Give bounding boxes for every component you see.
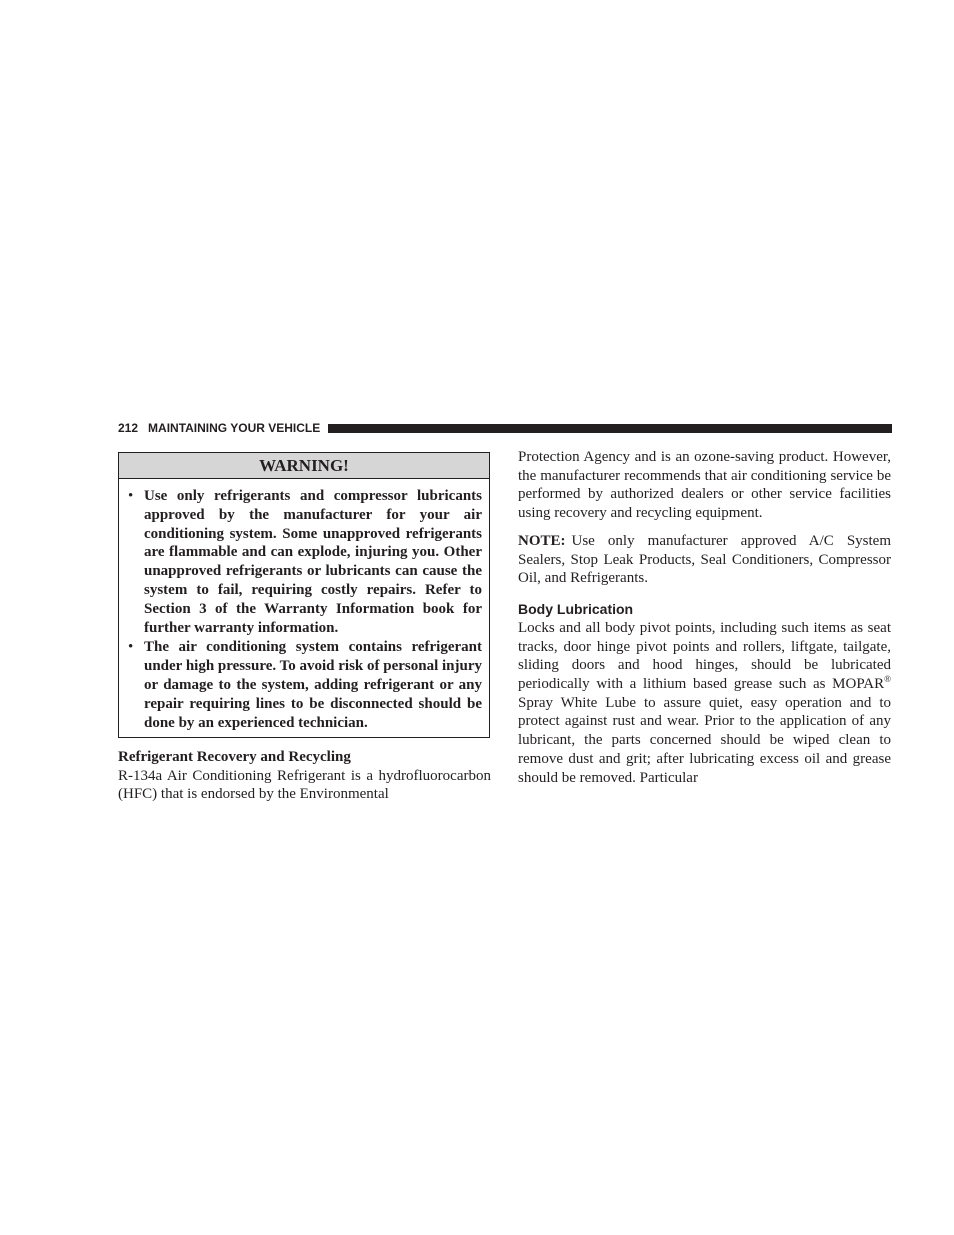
page-header	[118, 420, 892, 436]
registered-mark: ®	[884, 674, 891, 685]
note-label: NOTE:	[518, 532, 566, 549]
bullet-icon: •	[128, 488, 134, 504]
warning-item	[119, 487, 482, 637]
left-column	[118, 748, 491, 804]
note-paragraph	[518, 532, 891, 588]
page-number: 212	[118, 421, 139, 435]
section-title: MAINTAINING YOUR VEHICLE	[148, 421, 321, 435]
warning-item	[119, 638, 482, 732]
bullet-icon: •	[128, 639, 134, 656]
note-text: Use only manufacturer approved A/C System Sealers, Stop Leak Products, Seal Conditioners, Compressor Oil, and Refrigerants.	[518, 532, 891, 587]
body-lubrication-heading: Body Lubrication	[518, 600, 634, 617]
body-lubrication-text-1: Locks and all body pivot points, including such items as seat tracks, door hinge pivot points and rollers, liftgate, tailgate, sliding doors and hood hinges, should be lubricated periodically with a lithium based grease such as MOPAR	[518, 619, 891, 693]
right-column	[518, 448, 891, 787]
warning-title: WARNING!	[119, 453, 489, 479]
refrigerant-heading: Refrigerant Recovery and Recycling	[118, 749, 351, 765]
warning-list	[119, 479, 489, 732]
warning-item-text: Use only refrigerants and compressor lubricants approved by the manufacturer for your air conditioning system. Some unapproved refrigerants are flammable and can explode, injuring you. Other unapproved refrigerants or lubricants can cause the system to fail, requiring costly repairs. Refer to Section 3 of the Warranty Information book for further warranty information.	[144, 488, 482, 636]
warning-item-text: The air conditioning system contains refrigerant under high pressure. To avoid risk of personal injury or damage to the system, adding refrigerant or any repair requiring lines to be disconnected should be done by an experienced technician.	[144, 639, 482, 731]
refrigerant-paragraph-end: Protection Agency and is an ozone-saving product. However, the manufacturer recommends that air conditioning service be performed by authorized dealers or other service facilities using recovery and recycling equipment.	[518, 449, 891, 522]
warning-box	[118, 452, 490, 738]
refrigerant-paragraph-start: R-134a Air Conditioning Refrigerant is a hydrofluorocarbon (HFC) that is endorsed by the Environmental	[118, 767, 491, 803]
body-lubrication-paragraph	[518, 619, 891, 787]
header-rule	[328, 424, 892, 433]
body-lubrication-text-2: Spray White Lube to assure quiet, easy operation and to protect against rust and wear. Prior to the application of any lubricant, the parts concerned should be wiped clean to remove dust and grit; after lubricating excess oil and grease should be removed. Particular	[518, 694, 891, 786]
